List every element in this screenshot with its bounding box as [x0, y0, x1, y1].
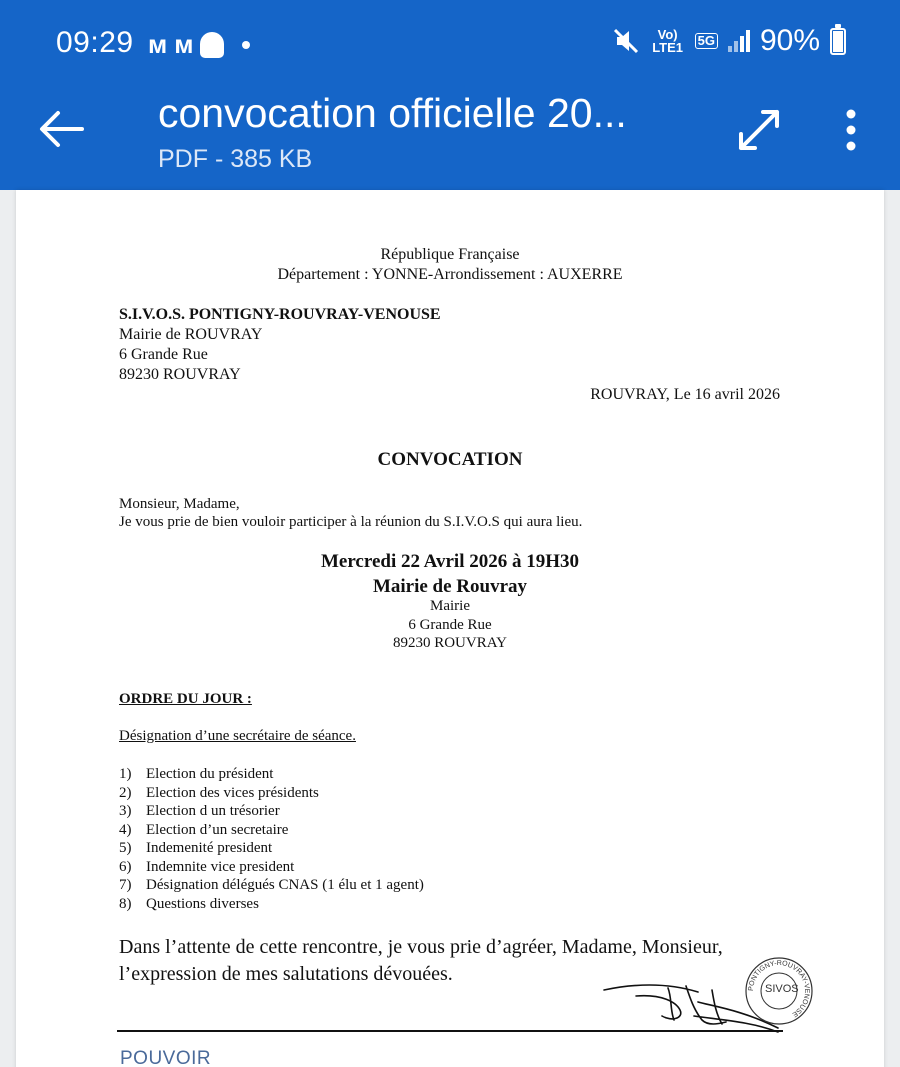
list-item: 4) Election d’un secretaire — [119, 821, 289, 838]
more-dot-icon — [242, 41, 250, 49]
org-name: S.I.V.O.S. PONTIGNY-ROUVRAY-VENOUSE — [119, 306, 441, 323]
list-item: 3) Election d un trésorier — [119, 803, 280, 819]
org-address-line: 89230 ROUVRAY — [119, 366, 241, 383]
list-item: 1) Election du président — [119, 766, 274, 782]
stamp-ring-text: PONTIGNY-ROUVRAY-VENOUSE — [747, 959, 811, 1018]
gmail-icon: ᴍ — [148, 29, 167, 59]
battery-percent: 90% — [759, 24, 820, 57]
signal-icon — [728, 30, 750, 52]
status-time: 09:29 — [56, 26, 134, 59]
meeting-date: Mercredi 22 Avril 2026 à 19H30 — [320, 551, 580, 572]
stamp-label: SIVOS — [765, 983, 799, 995]
document-title: convocation officielle 20... — [158, 90, 627, 136]
status-bar — [0, 0, 900, 80]
list-item: 7) Désignation délégués CNAS (1 élu et 1 agent) — [119, 877, 424, 893]
closing-text: Dans l’attente de cette rencontre, je vous prie d’agréer, Madame, Monsieur, l’expression de mes salutations dévouées. — [119, 936, 723, 985]
date-line: ROUVRAY, Le 16 avril 2026 — [590, 386, 780, 403]
expand-icon[interactable] — [737, 108, 781, 152]
pdf-page[interactable] — [16, 190, 884, 1067]
intro-text: Je vous prie de bien vouloir participer à la réunion du S.I.V.O.S qui aura lieu. — [119, 514, 583, 530]
list-item: 6) Indemnite vice president — [119, 858, 295, 875]
battery-icon — [830, 28, 846, 55]
gmail-icon: ᴍ — [174, 29, 193, 59]
header-republique: République Française — [380, 246, 520, 263]
divider — [117, 1030, 783, 1032]
meeting-address-line: 6 Grande Rue — [408, 617, 492, 633]
org-address-line: Mairie de ROUVRAY — [119, 326, 263, 343]
lte-indicator: Vo) LTE1 — [652, 27, 684, 55]
list-item: 2) Election des vices présidents — [119, 784, 319, 801]
meeting-address-line: 89230 ROUVRAY — [392, 635, 508, 651]
notification-icons — [148, 29, 250, 60]
app-bar — [0, 0, 900, 190]
meeting-address-line: Mairie — [430, 598, 470, 614]
arrow-left-icon[interactable] — [36, 107, 86, 151]
list-item: 8) Questions diverses — [119, 895, 259, 912]
mute-icon — [611, 26, 641, 56]
meeting-place: Mairie de Rouvray — [372, 576, 528, 597]
header-departement: Département : YONNE-Arrondissement : AUXERRE — [277, 266, 623, 283]
salutation: Monsieur, Madame, — [119, 496, 240, 512]
document-subtitle: PDF - 385 KB — [158, 145, 313, 173]
pouvoir-heading: POUVOIR — [120, 1048, 212, 1067]
agenda-intro: Désignation d’une secrétaire de séance. — [119, 728, 356, 744]
agenda-list — [119, 765, 424, 913]
convocation-heading: CONVOCATION — [377, 449, 523, 470]
list-item: 5) Indemenité president — [119, 840, 273, 856]
more-vertical-icon[interactable] — [836, 108, 866, 152]
agenda-title: ORDRE DU JOUR : — [119, 691, 252, 707]
5g-indicator: 5G — [695, 33, 718, 49]
system-icons — [611, 24, 846, 58]
snapchat-icon — [200, 32, 224, 58]
org-address-line: 6 Grande Rue — [119, 346, 208, 363]
